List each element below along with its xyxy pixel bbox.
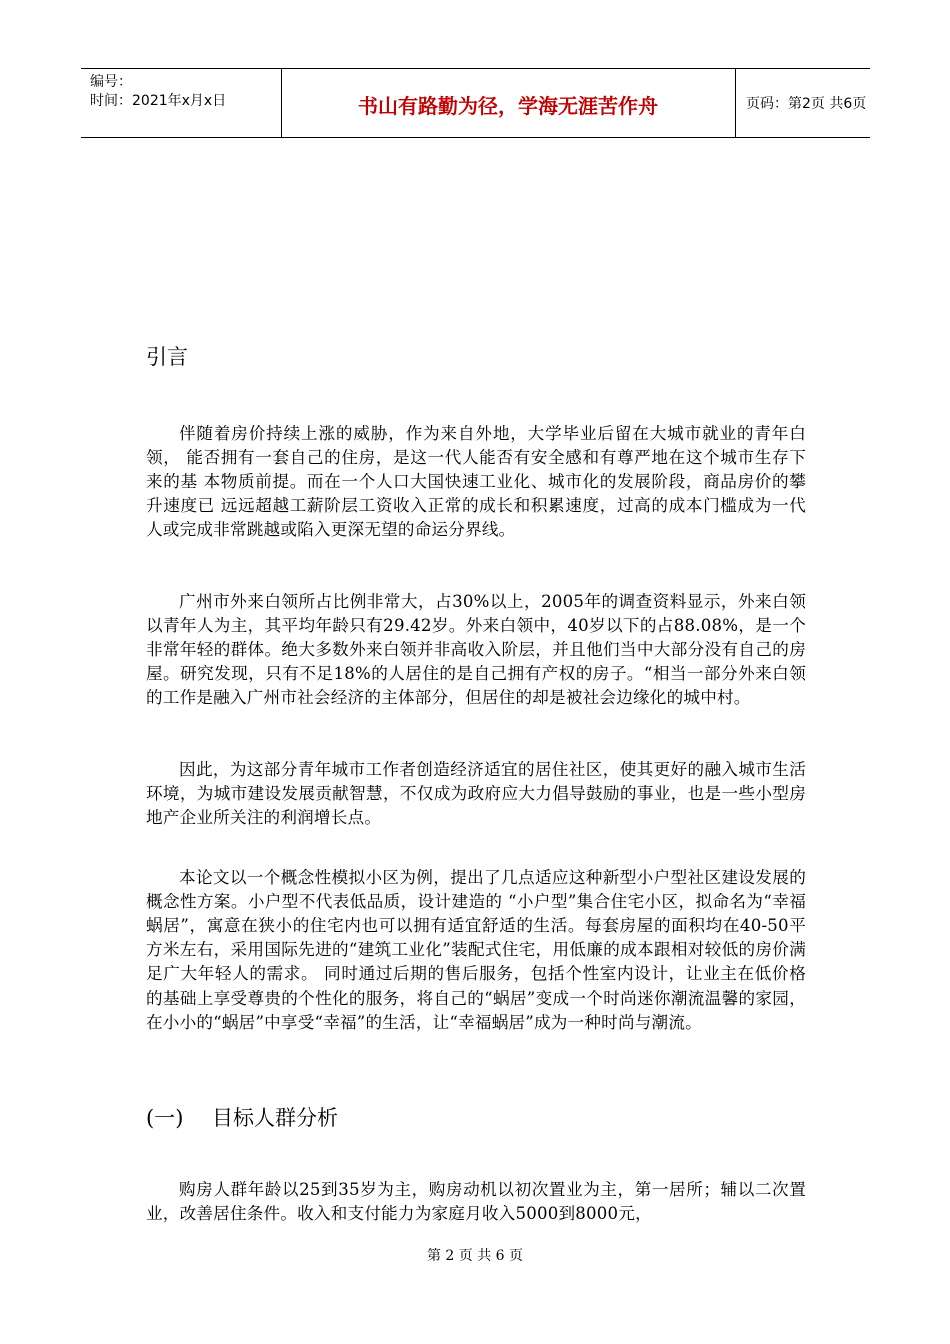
document-header	[81, 68, 870, 138]
header-motto: 书山有路勤为径，学海无涯苦作舟	[358, 94, 658, 118]
document-time-label: 时间：2021年x月x日	[90, 93, 227, 109]
intro-paragraph-2: 广州市外来白领所占比例非常大，占30%以上，2005年的调查资料显示，外来白领以青年人为主，其平均年龄只有29.42岁。外来白领中，40岁以下的占88.08%，是一个非常年轻的群体。绝大多数外来白领并非高收入阶层，并且他们当中大部分没有自己的房屋。研究发现，只有不足18%的人居住的是自己拥有产权的房子。“相当一部分外来白领的工作是融入广州市社会经济的主体部分，但居住的却是被社会边缘化的城中村。	[146, 591, 806, 708]
header-info-cell	[81, 69, 282, 137]
section-heading	[146, 1104, 338, 1132]
intro-paragraph-3: 因此，为这部分青年城市工作者创造经济适宜的居住社区，使其更好的融入城市生活环境，为城市建设发展贡献智慧，不仅成为政府应大力倡导鼓励的事业，也是一些小型房地产企业所关注的利润增长点。	[146, 759, 806, 827]
header-motto-cell	[281, 69, 736, 137]
section-title: 目标人群分析	[212, 1106, 338, 1130]
header-page-cell	[736, 69, 870, 137]
header-page-code: 页码：第2页 共6页	[746, 96, 867, 112]
page-footer: 第 2 页 共 6 页	[426, 1248, 524, 1264]
intro-heading: 引言	[146, 345, 188, 369]
intro-paragraph-1: 伴随着房价持续上涨的威胁，作为来自外地，大学毕业后留在大城市就业的青年白领， 能否拥有一套自己的住房，是这一代人能否有安全感和有尊严地在这个城市生存下来的基 本物质前提。而在一个人口大国快速工业化、城市化的发展阶段，商品房价的攀升速度已 远远超越工薪阶层工资收入正常的成长和积累速度，过高的成本门槛成为一代人或完成非常跳越或陷入更深无望的命运分界线。	[146, 423, 806, 540]
document-number-label: 编号：	[90, 74, 132, 90]
section-number: (一)	[146, 1106, 184, 1130]
section-paragraph: 购房人群年龄以25到35岁为主，购房动机以初次置业为主，第一居所；辅以二次置业，改善居住条件。收入和支付能力为家庭月收入5000到8000元，	[146, 1179, 806, 1223]
intro-paragraph-4: 本论文以一个概念性模拟小区为例，提出了几点适应这种新型小户型社区建设发展的概念性方案。小户型不代表低品质，设计建造的 “小户型”集合住宅小区，拟命名为“幸福蜗居”，寓意在狭小的住宅内也可以拥有适宜舒适的生活。每套房屋的面积均在40-50平方米左右，采用国际先进的“建筑工业化”装配式住宅，用低廉的成本跟相对较低的房价满足广大年轻人的需求。 同时通过后期的售后服务，包括个性室内设计，让业主在低价格的基础上享受尊贵的个性化的服务，将自己的“蜗居”变成一个时尚迷你潮流温馨的家园，在小小的“蜗居”中享受“幸福”的生活，让“幸福蜗居”成为一种时尚与潮流。	[146, 867, 806, 1032]
